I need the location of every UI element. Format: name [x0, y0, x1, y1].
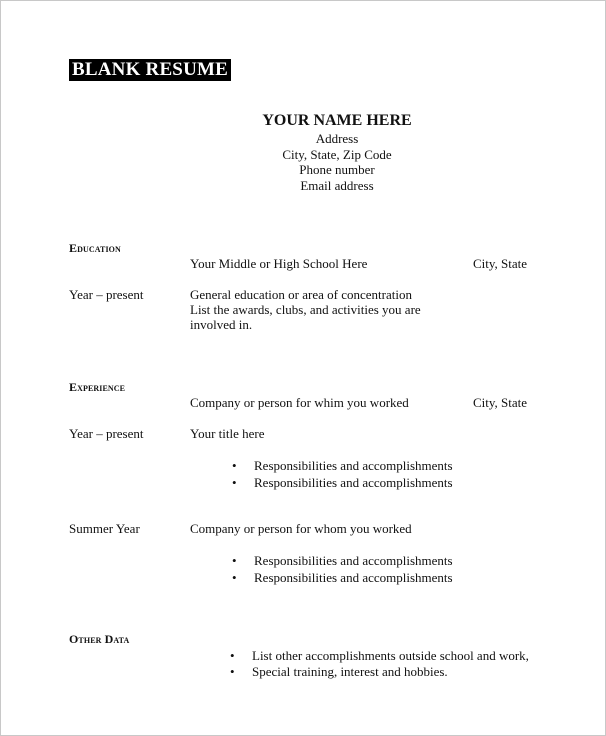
summer-company: Company or person for whom you worked	[190, 521, 412, 536]
summer-period: Summer Year	[69, 521, 140, 536]
education-period: Year – present	[69, 287, 144, 302]
experience-bullet-1	[232, 457, 453, 474]
bullet-icon: •	[232, 570, 237, 585]
bullet-icon: •	[232, 458, 237, 473]
summer-bullet-1	[232, 552, 453, 569]
summer-bullet-text: Responsibilities and accomplishments	[254, 553, 453, 568]
blank-resume-title: BLANK RESUME	[69, 59, 231, 81]
experience-bullet-text: Responsibilities and accomplishments	[254, 475, 453, 490]
other-data-bullet-text: List other accomplishments outside school and work,	[252, 648, 529, 663]
experience-location: City, State	[473, 395, 528, 410]
address-line: Address	[315, 131, 359, 146]
summer-bullet-2	[232, 569, 453, 586]
contact-header	[1, 111, 606, 193]
education-location: City, State	[473, 256, 528, 271]
education-school: Your Middle or High School Here	[190, 256, 368, 271]
experience-company: Company or person for whim you worked	[190, 395, 409, 410]
education-detail-2: List the awards, clubs, and activities you are	[190, 302, 421, 317]
experience-title: Your title here	[190, 426, 265, 441]
education-detail-1: General education or area of concentration	[190, 287, 412, 302]
bullet-icon: •	[230, 648, 235, 663]
bullet-icon: •	[230, 664, 235, 679]
education-heading: Education	[69, 241, 121, 255]
education-detail-3: involved in.	[190, 317, 253, 332]
bullet-icon: •	[232, 475, 237, 490]
experience-heading: Experience	[69, 380, 126, 394]
experience-period: Year – present	[69, 426, 144, 441]
experience-bullet-text: Responsibilities and accomplishments	[254, 458, 453, 473]
experience-bullet-2	[232, 474, 453, 491]
bullet-icon: •	[232, 553, 237, 568]
other-data-heading: Other Data	[69, 632, 130, 646]
name-heading: YOUR NAME HERE	[262, 112, 412, 129]
other-data-bullet-text: Special training, interest and hobbies.	[252, 664, 448, 679]
summer-bullet-text: Responsibilities and accomplishments	[254, 570, 453, 585]
phone-line: Phone number	[299, 162, 375, 177]
email-line: Email address	[300, 177, 374, 193]
city-state-zip-line: City, State, Zip Code	[282, 146, 392, 162]
other-data-bullet-1	[230, 647, 529, 664]
other-data-bullet-2	[230, 663, 448, 680]
